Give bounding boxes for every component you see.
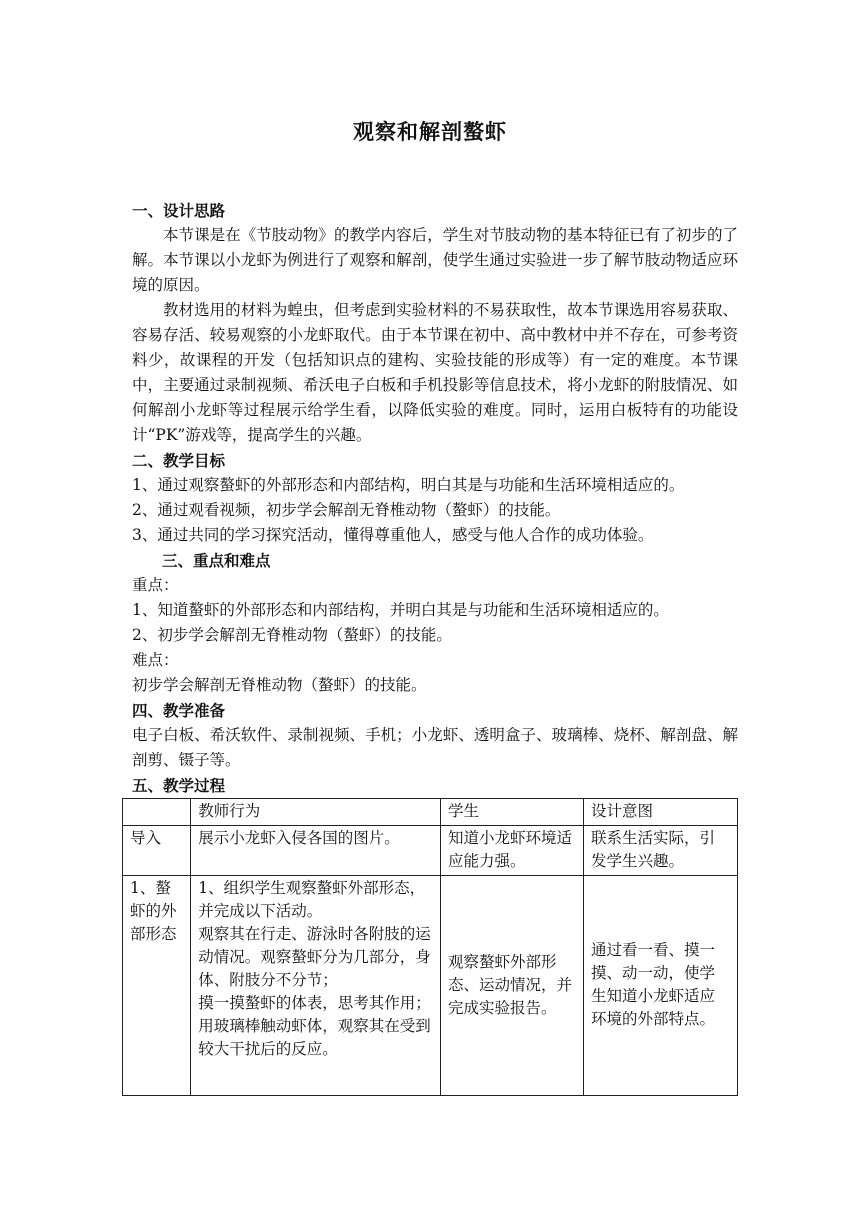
paragraph: 本节课是在《节肢动物》的教学内容后，学生对节肢动物的基本特征已有了初步的了解。本节课以小龙虾为例进行了观察和解剖，使学生通过实验进一步了解节肢动物适应环境的原因。	[132, 226, 738, 294]
key-item: 1、知道螯虾的外部形态和内部结构，并明白其是与功能和生活环境相适应的。	[132, 601, 669, 619]
table-header-cell: 学生	[440, 799, 583, 826]
key-item: 2、初步学会解剖无脊椎动物（螯虾）的技能。	[132, 626, 452, 644]
section-heading-process: 五、教学过程	[132, 776, 226, 795]
section-heading-keypoints: 三、重点和难点	[162, 551, 271, 570]
table-header-cell: 教师行为	[191, 799, 441, 826]
key-label: 重点：	[132, 576, 179, 594]
intent-cell: 联系生活实际，引发学生兴趣。	[583, 826, 737, 876]
table-header-cell	[123, 799, 191, 826]
goal-item: 2、通过观看视频，初步学会解剖无脊椎动物（螯虾）的技能。	[132, 501, 561, 519]
student-cell: 观察螯虾外部形态、运动情况，并完成实验报告。	[440, 876, 583, 1096]
teacher-cell	[191, 876, 441, 1096]
document-title: 观察和解剖螯虾	[353, 119, 507, 144]
stage-cell: 导入	[123, 826, 191, 876]
paragraph: 教材选用的材料为蝗虫，但考虑到实验材料的不易获取性，故本节课选用容易获取、容易存活、较易观察的小龙虾取代。由于本节课在初中、高中教材中并不存在，可参考资料少，故课程的开发（包括知识点的建构、实验技能的形成等）有一定的难度。本节课中，主要通过录制视频、希沃电子白板和手机投影等信息技术，将小龙虾的附肢情况、如何解剖小龙虾等过程展示给学生看，以降低实验的难度。同时，运用白板特有的功能设计“PK”游戏等，提高学生的兴趣。	[132, 301, 738, 444]
goal-item: 1、通过观察螯虾的外部形态和内部结构，明白其是与功能和生活环境相适应的。	[132, 476, 685, 494]
goal-item: 3、通过共同的学习探究活动，懂得尊重他人，感受与他人合作的成功体验。	[132, 526, 654, 544]
section-heading-goals: 二、教学目标	[132, 451, 226, 470]
intent-cell: 通过看一看、摸一摸、动一动，使学生知道小龙虾适应环境的外部特点。	[583, 876, 737, 1096]
table-header-cell: 设计意图	[583, 799, 737, 826]
difficult-label: 难点：	[132, 651, 179, 669]
table-header-row	[123, 799, 738, 826]
section-heading-preparation: 四、教学准备	[132, 701, 226, 720]
teacher-line: 摸一摸螯虾的体表，思考其作用；	[198, 994, 431, 1012]
preparation-text: 电子白板、希沃软件、录制视频、手机；小龙虾、透明盒子、玻璃棒、烧杯、解剖盘、解剖剪、镊子等。	[132, 726, 738, 769]
teacher-line: 观察其在行走、游泳时各附肢的运动情况。观察螯虾分为几部分，身体、附肢分不分节；	[198, 925, 431, 989]
teaching-process-table	[122, 798, 738, 1096]
section-heading-design: 一、设计思路	[132, 201, 226, 220]
teacher-line: 1、组织学生观察螯虾外部形态，并完成以下活动。	[198, 879, 426, 920]
table-row	[123, 876, 738, 1096]
difficult-text: 初步学会解剖无脊椎动物（螯虾）的技能。	[132, 676, 427, 694]
teacher-cell: 展示小龙虾入侵各国的图片。	[191, 826, 441, 876]
document-body	[132, 198, 738, 1096]
table-row	[123, 826, 738, 876]
teacher-line: 用玻璃棒触动虾体，观察其在受到较大干扰后的反应。	[198, 1017, 431, 1058]
student-cell: 知道小龙虾环境适应能力强。	[440, 826, 583, 876]
stage-cell: 1、螯虾的外部形态	[123, 876, 191, 1096]
